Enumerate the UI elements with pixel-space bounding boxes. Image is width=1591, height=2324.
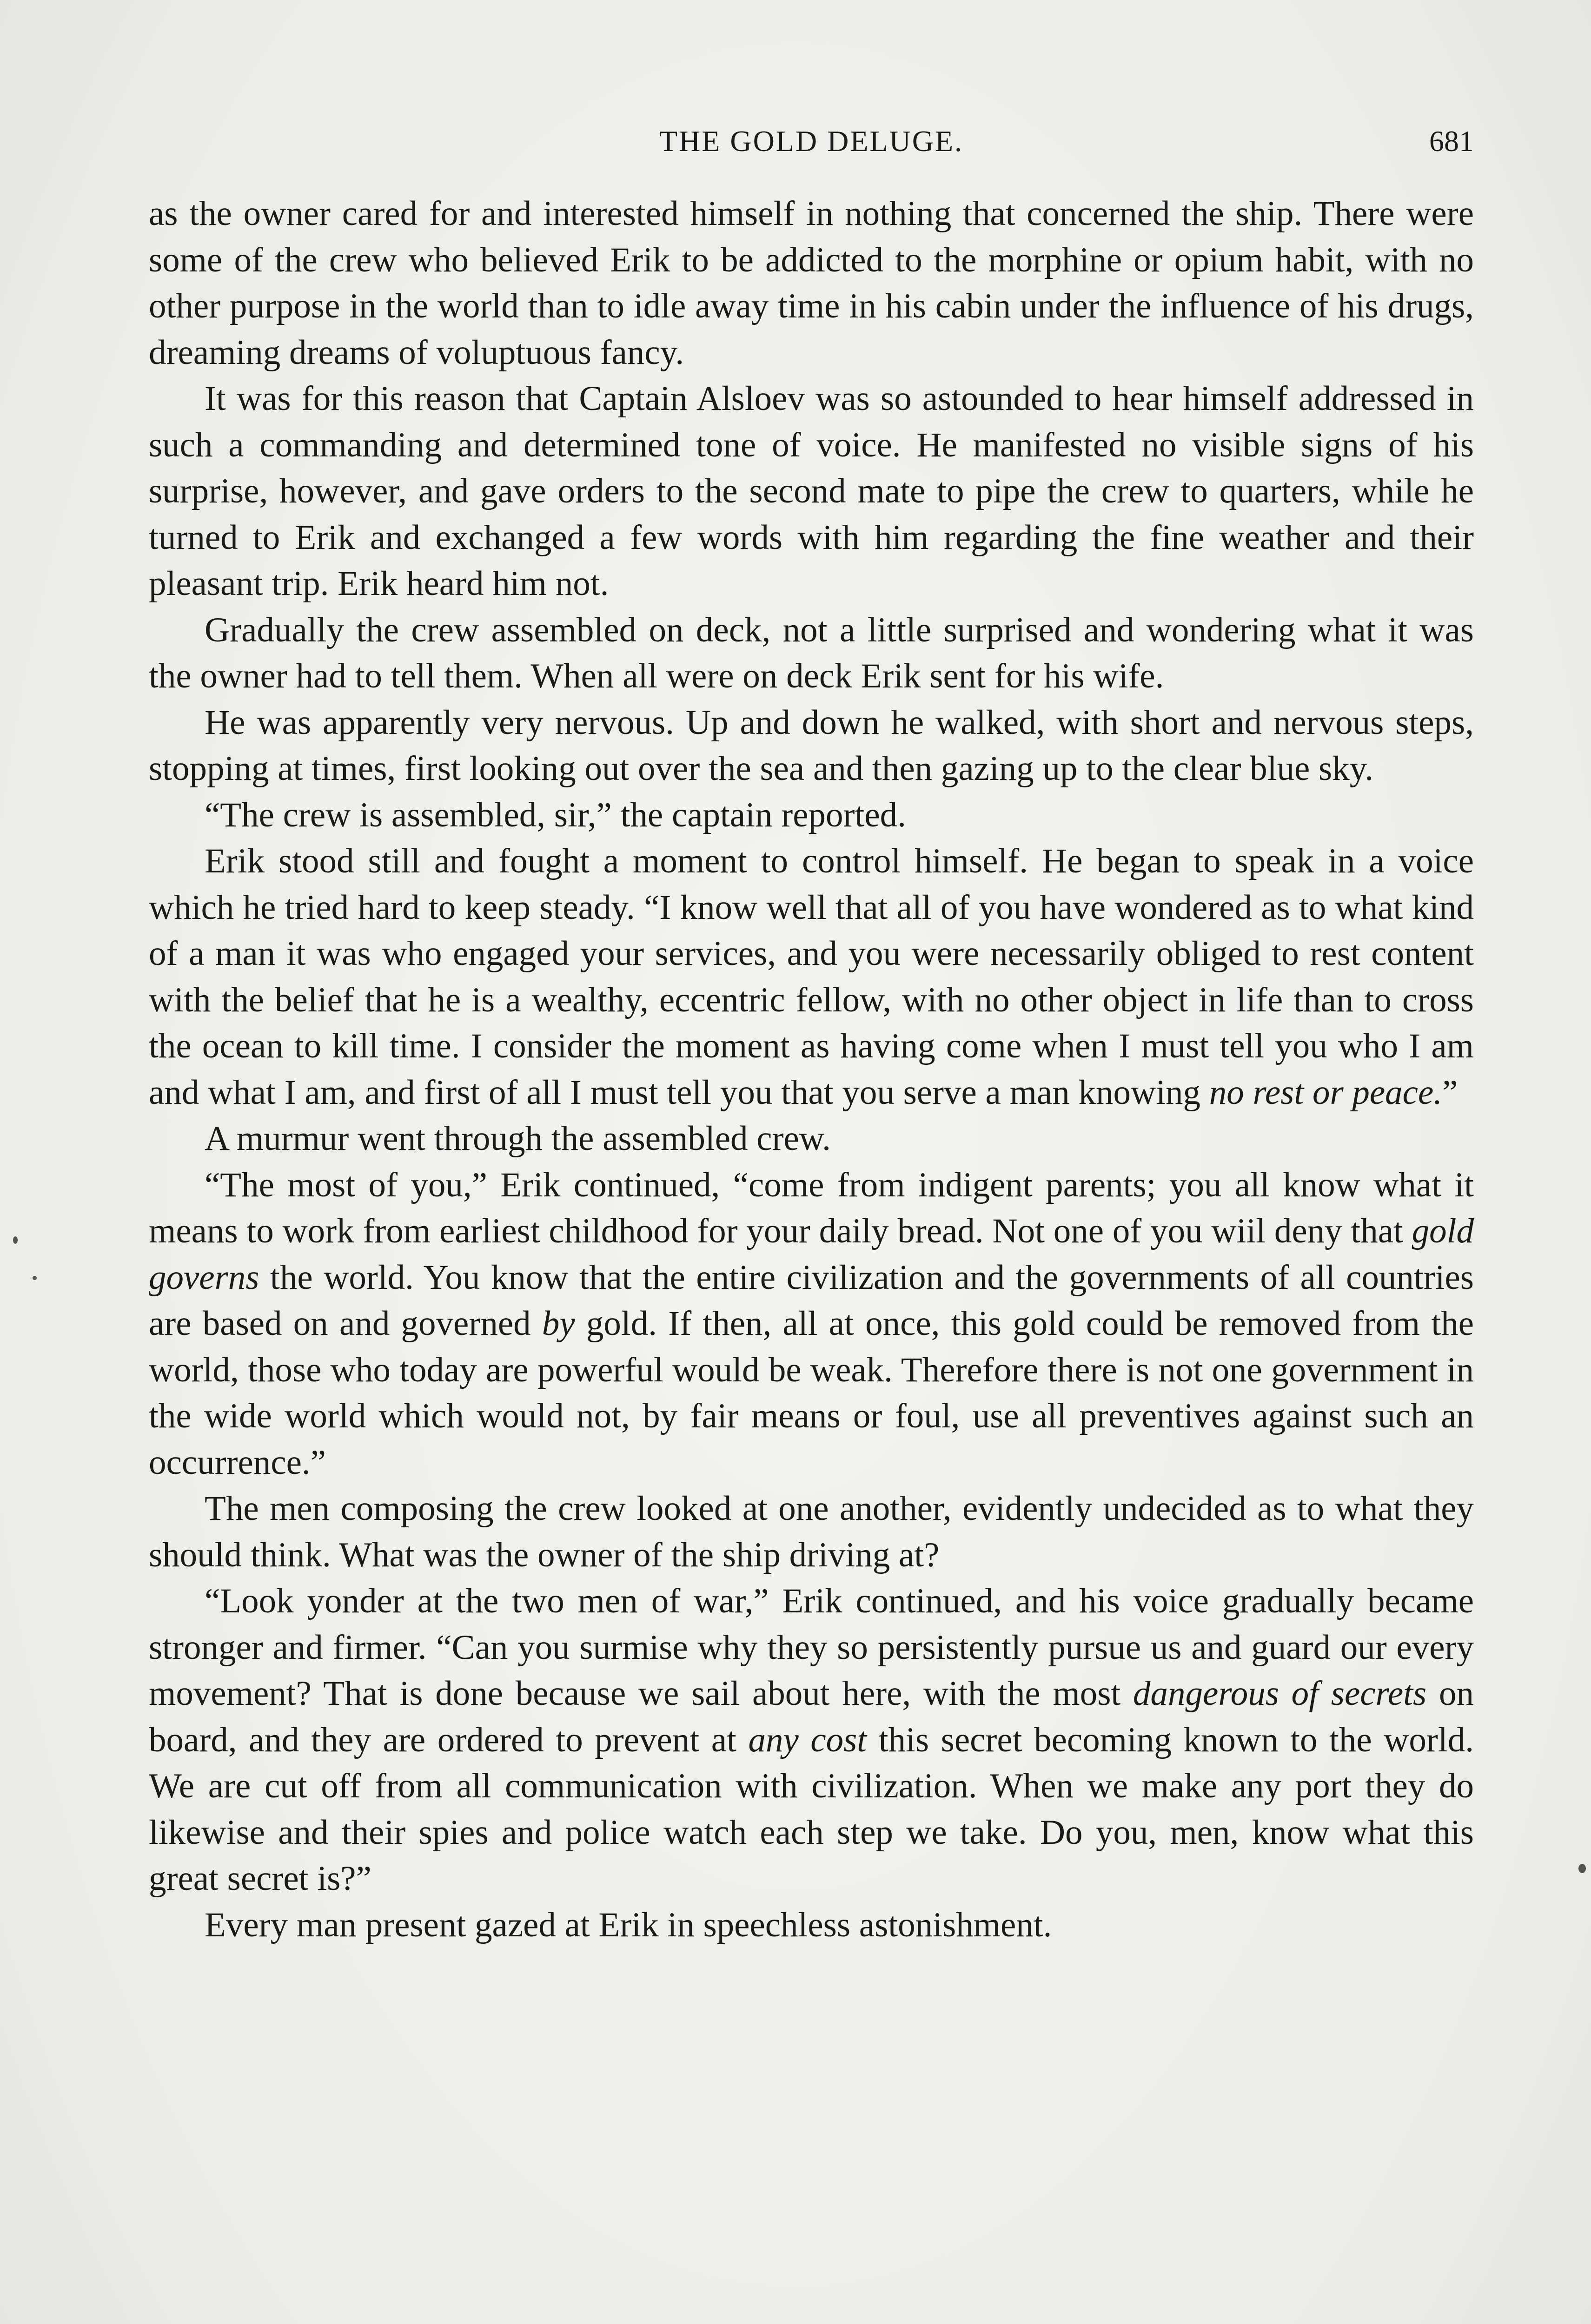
italic-text: by <box>542 1304 575 1343</box>
body-text <box>149 191 1474 1948</box>
paragraph <box>149 1902 1474 1948</box>
text-run: Erik stood still and fought a moment to control himself. He began to speak in a voice which he tried hard to keep steady. “I know well that all of you have wondered as to what kind of a man it was who engaged your services, and you were necessarily obliged to rest content with the belief that he is a wealthy, eccentric fellow, with no other object in life than to cross the ocean to kill time. I consider the moment as having come when I must tell you who I am and what I am, and first of all I must tell you that you serve a man knowing <box>149 842 1474 1112</box>
text-run: “Look yonder at the two men of war,” Erik continued, and his voice gradually became stronger and firmer. “Can you surmise why they so persistently pursue us and guard our every movement? That is done because we sail about here, with the most <box>149 1582 1474 1713</box>
paragraph <box>149 838 1474 1116</box>
text-run: He was apparently very nervous. Up and down he walked, with short and nervous steps, stopping at times, first looking out over the sea and then gazing up to the clear blue sky. <box>149 703 1474 788</box>
text-run: It was for this reason that Captain Alsloev was so astounded to hear himself addressed in such a commanding and determined tone of voice. He manifested no visible signs of his surprise, however, and gave orders to the second mate to pipe the crew to quarters, while he turned to Erik and exchanged a few words with him regarding the fine weather and their pleasant trip. Erik heard him not. <box>149 379 1474 603</box>
print-speck <box>33 1276 37 1280</box>
text-run: Every man present gazed at Erik in speechless astonishment. <box>205 1905 1052 1944</box>
text-run: “The crew is assembled, sir,” the captain reported. <box>205 795 906 834</box>
paragraph <box>149 1578 1474 1902</box>
print-speck <box>1578 1864 1586 1873</box>
paragraph <box>149 792 1474 838</box>
paragraph <box>149 1116 1474 1162</box>
text-run: gold. If then, all at once, this gold could be removed from the world, those who today are powerful would be weak. Therefore there is not one government in the wide world which would not, by fair means or foul, use all preventives against such an occurrence.” <box>149 1304 1474 1482</box>
print-speck <box>13 1236 18 1244</box>
page-header <box>149 119 1474 170</box>
text-run: this secret becoming known to the world. We are cut off from all communication with civilization. When we make any port they do likewise and their spies and police watch each step we take. Do you, men, know what this great secret is?” <box>149 1720 1474 1898</box>
text-run: the world. You know that the entire civilization and the governments of all countries are based on and governed <box>149 1258 1474 1343</box>
text-run: The men composing the crew looked at one another, evidently undecided as to what they should think. What was the owner of the ship driving at? <box>149 1489 1474 1574</box>
paragraph <box>149 607 1474 700</box>
text-run: “The most of you,” Erik continued, “come from indigent parents; you all know what it means to work from earliest childhood for your daily bread. Not one of you wiil deny that <box>149 1165 1474 1250</box>
italic-text: no rest or peace. <box>1209 1073 1443 1112</box>
italic-text: dangerous of secrets <box>1133 1674 1427 1713</box>
text-run: Gradually the crew assembled on deck, not a little surprised and wondering what it was the owner had to tell them. When all were on deck Erik sent for his wife. <box>149 610 1474 695</box>
paragraph <box>149 1162 1474 1486</box>
page-number: 681 <box>1429 125 1474 158</box>
text-run: as the owner cared for and interested himself in nothing that concerned the ship. There were some of the crew who believed Erik to be addicted to the morphine or opium habit, with no other purpose in the world than to idle away time in his cabin under the influence of his drugs, dreaming dreams of voluptuous fancy. <box>149 194 1474 372</box>
paragraph <box>149 376 1474 607</box>
text-run: on board, and they are ordered to prevent at <box>149 1674 1474 1759</box>
paragraph <box>149 700 1474 792</box>
text-run: A murmur went through the assembled crew. <box>205 1119 831 1158</box>
italic-text: any cost <box>748 1720 867 1759</box>
text-run: ” <box>1442 1073 1458 1112</box>
running-title: THE GOLD DELUGE. <box>659 125 964 158</box>
paragraph <box>149 1486 1474 1578</box>
paragraph <box>149 191 1474 376</box>
italic-text: gold governs <box>149 1212 1474 1297</box>
